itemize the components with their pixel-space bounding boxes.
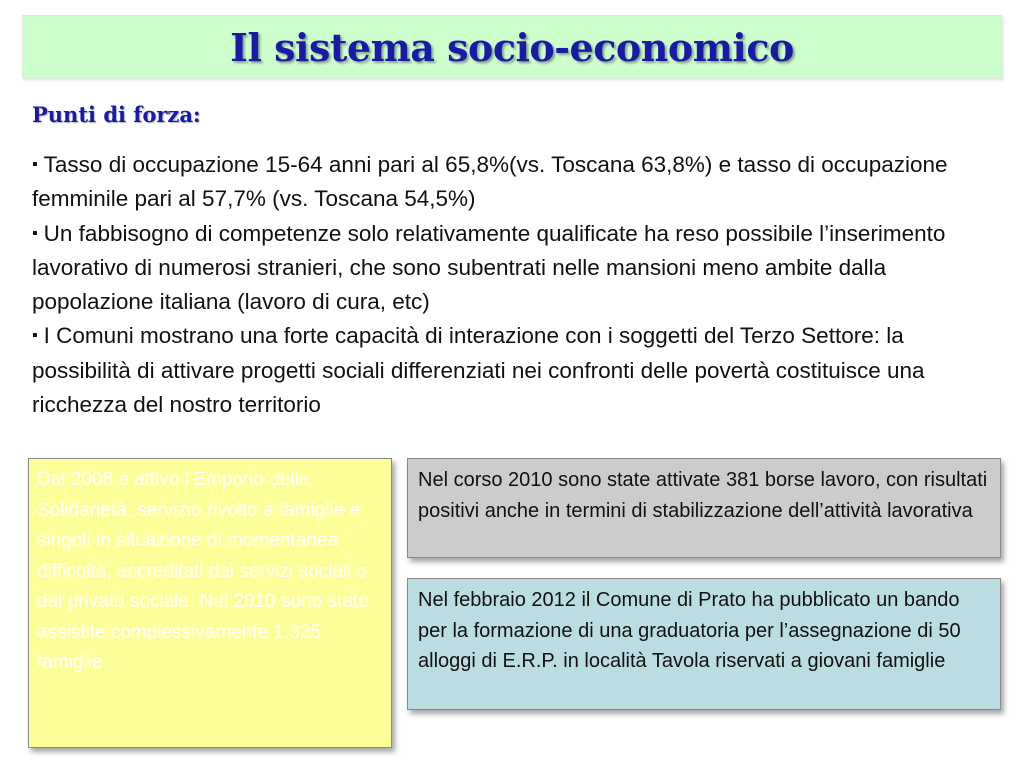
list-item-text: Un fabbisogno di competenze solo relativamente qualificate ha reso possibile l’inserimento lavorativo di numerosi stranieri, che sono subentrati nelle mansioni meno ambite dalla popolazione italiana (lavoro di cura, etc) [32,220,946,315]
bullet-icon: ▪ [32,156,38,173]
bullet-icon: ▪ [32,327,38,345]
section-subtitle: Punti di forza: [32,102,201,127]
list-item [32,217,992,320]
bullet-icon: ▪ [32,224,38,242]
title-banner [22,15,1002,79]
strengths-list [32,148,992,422]
list-item [32,319,992,422]
page-title: Il sistema socio-economico [230,24,794,70]
borse-lavoro-callout: Nel corso 2010 sono state attivate 381 borse lavoro, con risultati positivi anche in termini di stabilizzazione dell’attività lavorativa [407,458,1001,558]
list-item-text: I Comuni mostrano una forte capacità di interazione con i soggetti del Terzo Settore: la possibilità di attivare progetti sociali differenziati nei confronti delle povertà costituisce una ricchezza del nostro territorio [32,323,925,418]
alloggi-callout: Nel febbraio 2012 il Comune di Prato ha pubblicato un bando per la formazione di una graduatoria per l’assegnazione di 50 alloggi di E.R.P. in località Tavola riservati a giovani famiglie [407,578,1001,710]
list-item [32,148,992,217]
list-item-text: Tasso di occupazione 15-64 anni pari al 65,8%(vs. Toscana 63,8%) e tasso di occupazione femminile pari al 57,7% (vs. Toscana 54,5%) [32,152,948,212]
emporio-callout: Dal 2008 è attivo l’Emporio della Solidarietà, servizio rivolto a famiglie e singoli in situazione di momentanea difficoltà, accreditati dai servizi sociali o dal privato sociale. Nel 2010 sono state assistite complessivamente 1.325 famiglie [28,458,392,748]
